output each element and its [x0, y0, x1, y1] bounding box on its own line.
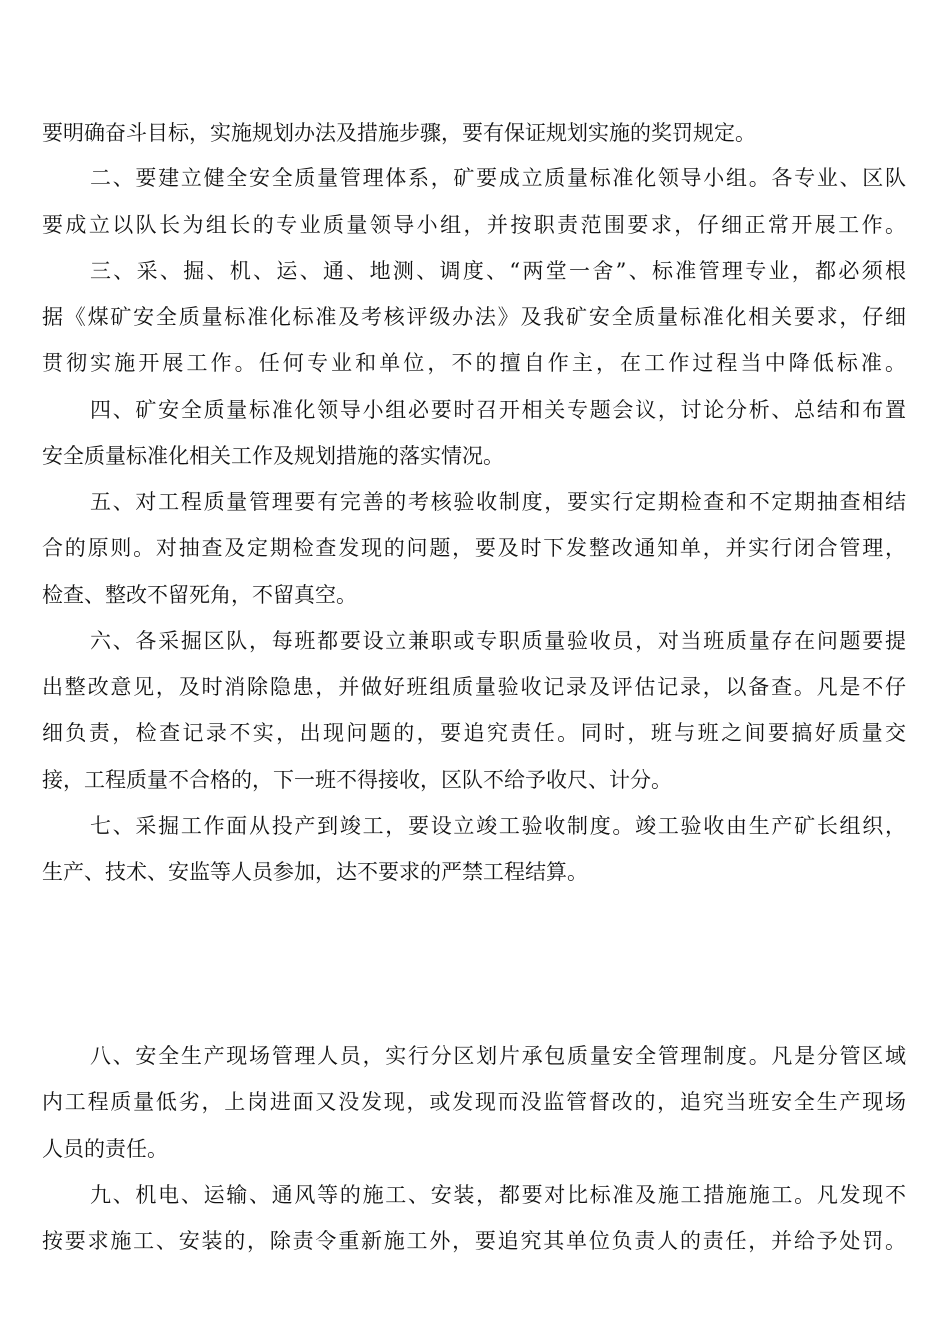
text-line: 要明确奋斗目标，实施规划办法及措施步骤，要有保证规划实施的奖罚规定。: [42, 121, 756, 145]
text-line: 据《煤矿安全质量标准化标准及考核评级办法》及我矿安全质量标准化相关要求，仔细: [42, 305, 908, 329]
text-line: 三、采、掘、机、运、通、地测、调度、“两堂一舍”、标准管理专业，都必须根: [90, 259, 909, 283]
text-line: 五、对工程质量管理要有完善的考核验收制度，要实行定期检查和不定期抽查相结: [90, 490, 908, 514]
text-line: 人员的责任。: [42, 1137, 168, 1161]
text-line: 生产、技术、安监等人员参加，达不要求的严禁工程结算。: [42, 860, 588, 884]
text-line: 八、安全生产现场管理人员，实行分区划片承包质量安全管理制度。凡是分管区域: [90, 1044, 908, 1068]
text-line: 出整改意见，及时消除隐患，并做好班组质量验收记录及评估记录，以备查。凡是不仔: [42, 675, 908, 699]
text-line: 合的原则。对抽查及定期检查发现的问题，要及时下发整改通知单，并实行闭合管理，: [42, 536, 908, 560]
text-line: 检查、整改不留死角，不留真空。: [42, 583, 357, 607]
text-line: 七、采掘工作面从投产到竣工，要设立竣工验收制度。竣工验收由生产矿长组织，: [90, 814, 908, 838]
text-line: 贯彻实施开展工作。任何专业和单位，不的擅自作主，在工作过程当中降低标准。: [42, 351, 910, 375]
text-line: 六、各采掘区队，每班都要设立兼职或专职质量验收员，对当班质量存在问题要提: [90, 629, 908, 653]
text-line: 内工程质量低劣，上岗进面又没发现，或发现而没监管督改的，追究当班安全生产现场: [42, 1090, 908, 1114]
text-line: 接，工程质量不合格的，下一班不得接收，区队不给予收尺、计分。: [42, 768, 672, 792]
text-line: 四、矿安全质量标准化领导小组必要时召开相关专题会议，讨论分析、总结和布置: [90, 398, 908, 422]
text-line: 九、机电、运输、通风等的施工、安装，都要对比标准及施工措施施工。凡发现不: [90, 1183, 908, 1207]
text-line: 细负责，检查记录不实，出现问题的，要追究责任。同时，班与班之间要搞好质量交: [42, 721, 909, 745]
text-line: 二、要建立健全安全质量管理体系，矿要成立质量标准化领导小组。各专业、区队: [90, 166, 908, 190]
text-line: 安全质量标准化相关工作及规划措施的落实情况。: [42, 444, 504, 468]
text-line: 按要求施工、安装的，除责令重新施工外，要追究其单位负责人的责任，并给予处罚。: [42, 1229, 908, 1253]
text-line: 要成立以队长为组长的专业质量领导小组，并按职责范围要求，仔细正常开展工作。: [42, 213, 909, 237]
